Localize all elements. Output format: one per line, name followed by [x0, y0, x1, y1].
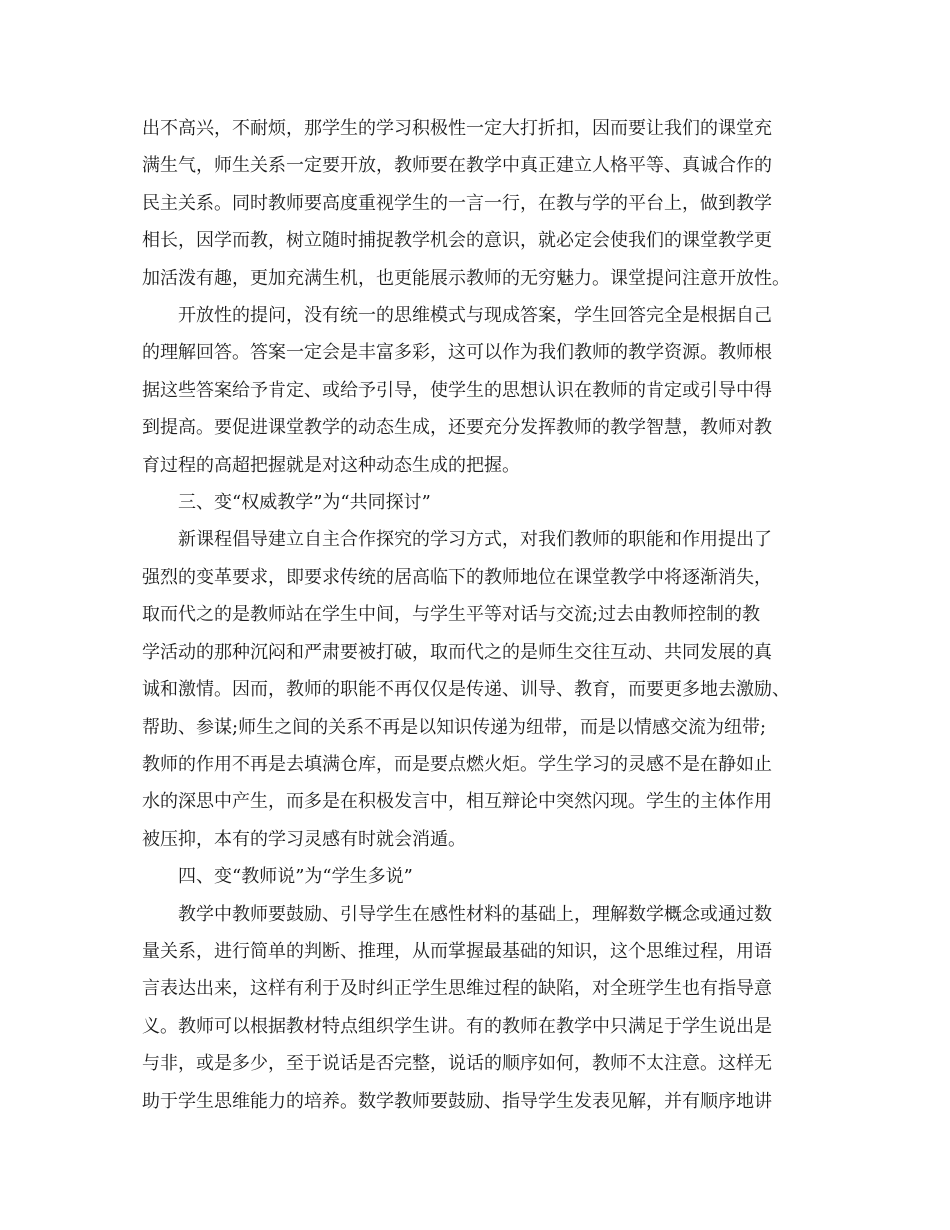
text-line: 育过程的高超把握就是对这种动态生成的把握。: [142, 454, 520, 476]
paragraph-2: [142, 297, 812, 484]
text-line: 强烈的变革要求，即要求传统的居高临下的教师地位在课堂教学中将逐渐消失，: [142, 566, 772, 588]
paragraph-6: [142, 896, 812, 1120]
text-line: 义。教师可以根据教材特点组织学生讲。有的教师在教学中只满足于学生说出是: [142, 1015, 772, 1037]
text-line: 学活动的那种沉闷和严肃要被打破，取而代之的是师生交往互动、共同发展的真: [142, 641, 772, 663]
text-line: 取而代之的是教师站在学生中间，与学生平等对话与交流;过去由教师控制的教: [142, 604, 761, 626]
text-line: 助于学生思维能力的培养。数学教师要鼓励、指导学生发表见解，并有顺序地讲: [142, 1090, 772, 1112]
text-line: 新课程倡导建立自主合作探究的学习方式，对我们教师的职能和作用提出了: [178, 529, 772, 551]
text-line: 诚和激情。因而，教师的职能不再仅仅是传递、训导、教育，而要更多地去激励、: [142, 679, 790, 701]
paragraph-4: [142, 521, 812, 858]
text-line: 言表达出来，这样有利于及时纠正学生思维过程的缺陷，对全班学生也有指导意: [142, 978, 772, 1000]
text-line: 量关系，进行简单的判断、推理，从而掌握最基础的知识，这个思维过程，用语: [142, 940, 772, 962]
text-line: 与非，或是多少，至于说话是否完整，说话的顺序如何，教师不太注意。这样无: [142, 1053, 772, 1075]
text-line: 出不高兴，不耐烦，那学生的学习积极性一定大打折扣，因而要让我们的课堂充: [142, 118, 772, 139]
section-heading-4: [142, 858, 812, 895]
text-line: 教学中教师要鼓励、引导学生在感性材料的基础上，理解数学概念或通过数: [178, 903, 772, 925]
text-line: 满生气，师生关系一定要开放，教师要在教学中真正建立人格平等、真诚合作的: [142, 155, 772, 177]
text-line: 的理解回答。答案一定会是丰富多彩，这可以作为我们教师的教学资源。教师根: [142, 342, 772, 364]
document-body: [142, 110, 812, 1120]
text-line: 据这些答案给予肯定、或给予引导，使学生的思想认识在教师的肯定或引导中得: [142, 379, 772, 401]
text-line: 被压抑，本有的学习灵感有时就会消遁。: [142, 828, 466, 850]
heading-line: 三、变“权威教学”为“共同探讨”: [178, 492, 431, 514]
text-line: 教师的作用不再是去填满仓库，而是要点燃火炬。学生学习的灵感不是在静如止: [142, 753, 772, 775]
heading-line: 四、变“教师说”为“学生多说”: [178, 866, 413, 888]
paragraph-1: [142, 110, 812, 297]
text-line: 民主关系。同时教师要高度重视学生的一言一行，在教与学的平台上，做到教学: [142, 192, 772, 214]
text-line: 开放性的提问，没有统一的思维模式与现成答案，学生回答完全是根据自己: [178, 305, 772, 327]
text-line: 帮助、参谋;师生之间的关系不再是以知识传递为纽带，而是以情感交流为纽带;: [142, 716, 767, 738]
text-line: 到提高。要促进课堂教学的动态生成，还要充分发挥教师的教学智慧，教师对教: [142, 417, 772, 439]
section-heading-3: [142, 484, 812, 521]
text-line: 加活泼有趣，更加充满生机，也更能展示教师的无穷魅力。课堂提问注意开放性。: [142, 267, 790, 289]
text-line: 水的深思中产生，而多是在积极发言中，相互辩论中突然闪现。学生的主体作用: [142, 791, 772, 813]
text-line: 相长，因学而教，树立随时捕捉教学机会的意识，就必定会使我们的课堂教学更: [142, 230, 772, 252]
